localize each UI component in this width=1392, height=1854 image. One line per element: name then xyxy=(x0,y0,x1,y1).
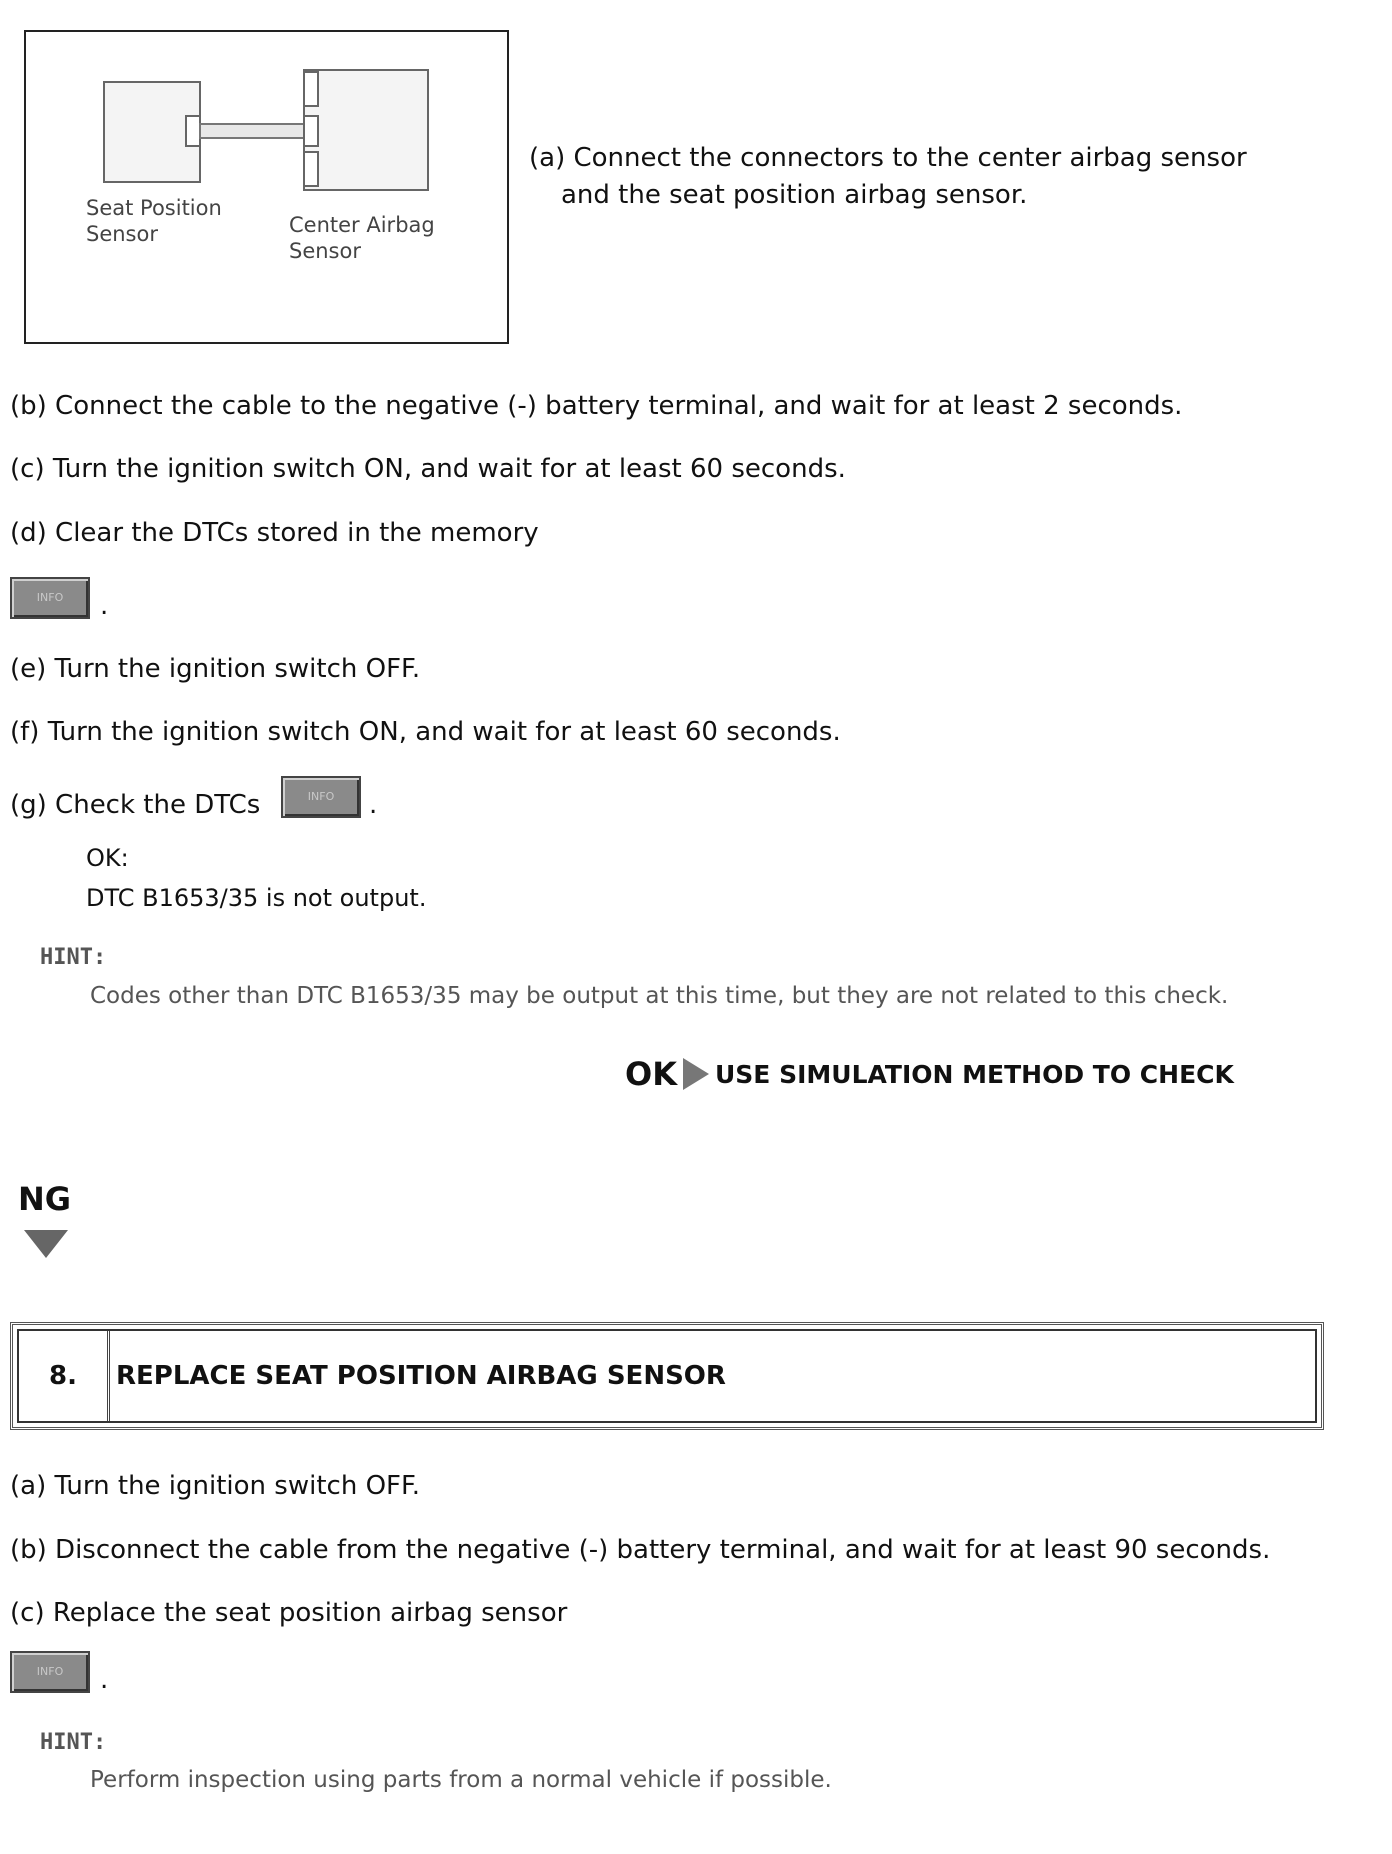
hint-title-2: HINT: xyxy=(40,1730,107,1755)
connector-illustration xyxy=(24,30,509,344)
period: . xyxy=(369,790,378,820)
info-button-clear-dtc[interactable]: INFO xyxy=(10,577,90,619)
ok-label: OK: xyxy=(86,844,129,872)
ok-arrow-icon xyxy=(683,1058,709,1090)
period: . xyxy=(100,1665,109,1695)
connector-diagram xyxy=(26,32,507,342)
hint-title: HINT: xyxy=(40,945,107,970)
step-a-line1: (a) Connect the connectors to the center airbag sensor xyxy=(529,143,1247,173)
info-button-replace[interactable]: INFO xyxy=(10,1651,90,1693)
center-sensor-label: Center Airbag Sensor xyxy=(289,213,435,263)
step2-a: (a) Turn the ignition switch OFF. xyxy=(10,1471,421,1501)
ok-action: USE SIMULATION METHOD TO CHECK xyxy=(715,1059,1234,1089)
hint-text: Codes other than DTC B1653/35 may be output at this time, but they are not related to this check. xyxy=(90,983,1229,1009)
ok-result-link[interactable] xyxy=(625,1050,1234,1098)
wire-harness-shape xyxy=(200,124,304,138)
ok-text: DTC B1653/35 is not output. xyxy=(86,884,427,912)
step-d: (d) Clear the DTCs stored in the memory xyxy=(10,518,539,548)
center-sensor-shape xyxy=(304,70,428,190)
seat-sensor-label: Seat Position Sensor xyxy=(86,196,222,246)
ok-word: OK xyxy=(625,1055,677,1093)
step2-c: (c) Replace the seat position airbag sensor xyxy=(10,1598,568,1628)
period: . xyxy=(100,591,109,621)
info-button-check-dtc[interactable]: INFO xyxy=(281,776,361,818)
step-a-line2: and the seat position airbag sensor. xyxy=(561,180,1028,210)
section-number: 8. xyxy=(19,1331,110,1421)
ng-word: NG xyxy=(18,1180,72,1218)
section-title: REPLACE SEAT POSITION AIRBAG SENSOR xyxy=(116,1361,726,1391)
step-f: (f) Turn the ignition switch ON, and wait for at least 60 seconds. xyxy=(10,717,841,747)
hint-text-2: Perform inspection using parts from a normal vehicle if possible. xyxy=(90,1767,832,1793)
ng-arrow-icon xyxy=(24,1230,68,1258)
step-b: (b) Connect the cable to the negative (-) battery terminal, and wait for at least 2 seconds. xyxy=(10,391,1183,421)
section-header xyxy=(10,1322,1324,1430)
step-c: (c) Turn the ignition switch ON, and wait for at least 60 seconds. xyxy=(10,454,846,484)
step-e: (e) Turn the ignition switch OFF. xyxy=(10,654,421,684)
step-g: (g) Check the DTCs xyxy=(10,790,261,820)
step2-b: (b) Disconnect the cable from the negative (-) battery terminal, and wait for at least 90 seconds. xyxy=(10,1535,1271,1565)
seat-connector-shape xyxy=(186,116,200,146)
